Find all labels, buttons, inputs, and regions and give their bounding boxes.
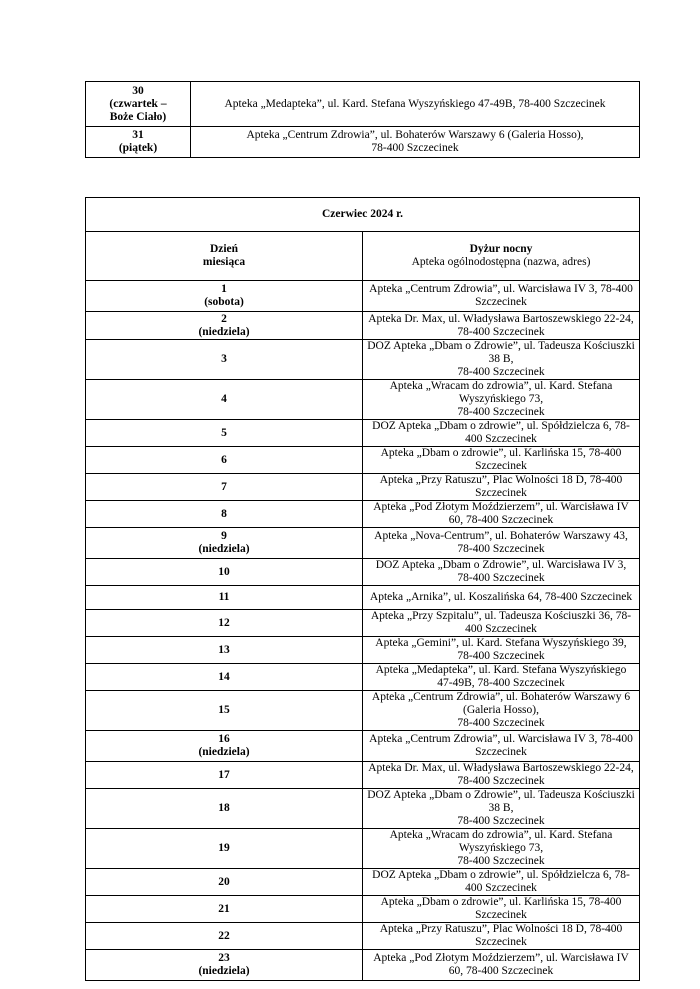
day-cell bbox=[86, 380, 363, 420]
day-number: 15 bbox=[218, 704, 230, 716]
table-row bbox=[86, 380, 640, 420]
pharmacy-cell bbox=[363, 691, 640, 731]
pharmacy-line: Apteka „Medapteka”, ul. Kard. Stefana Wyszyńskiego 47-49B, 78-400 Szczecinek bbox=[375, 664, 627, 689]
pharmacy-line: 78-400 Szczecinek bbox=[457, 366, 545, 378]
day-note: (niedziela) bbox=[198, 325, 250, 338]
pharmacy-line: DOZ Apteka „Dbam o Zdrowie”, ul. Tadeusza Kościuszki 38 B, bbox=[367, 789, 635, 814]
day-number: 14 bbox=[218, 670, 230, 683]
pharmacy-cell bbox=[363, 762, 640, 789]
pharmacy-cell bbox=[363, 447, 640, 474]
june-duty-table bbox=[85, 197, 640, 981]
pharmacy-cell bbox=[363, 664, 640, 691]
table-row bbox=[86, 829, 640, 869]
table-row bbox=[86, 312, 640, 340]
pharmacy-cell bbox=[363, 340, 640, 380]
table-row bbox=[86, 340, 640, 380]
day-number: 1 bbox=[221, 283, 227, 295]
pharmacy-cell bbox=[363, 789, 640, 829]
pharmacy-cell bbox=[363, 474, 640, 501]
day-cell bbox=[86, 762, 363, 789]
day-cell bbox=[86, 896, 363, 923]
day-cell bbox=[86, 559, 363, 586]
pharmacy-line: Apteka „Pod Złotym Moździerzem”, ul. Warcisława IV 60, 78-400 Szczecinek bbox=[373, 501, 629, 526]
day-cell bbox=[86, 586, 363, 610]
day-cell bbox=[86, 789, 363, 829]
pharmacy-cell bbox=[363, 637, 640, 664]
pharmacy-line: Apteka „Przy Ratuszu”, Plac Wolności 18 D, 78-400 Szczecinek bbox=[379, 923, 623, 948]
day-cell bbox=[86, 664, 363, 691]
pharmacy-cell bbox=[191, 82, 640, 127]
day-number: 20 bbox=[218, 875, 230, 888]
pharmacy-line: 78-400 Szczecinek bbox=[457, 855, 545, 867]
table-row bbox=[86, 762, 640, 789]
day-note: (sobota) bbox=[204, 296, 244, 308]
pharmacy-cell bbox=[363, 869, 640, 896]
day-note: (czwartek – bbox=[109, 97, 167, 110]
pharmacy-line: Apteka „Dbam o zdrowie”, ul. Karlińska 15, 78-400 Szczecinek bbox=[380, 896, 622, 921]
pharmacy-line: Apteka „Gemini”, ul. Kard. Stefana Wyszyńskiego 39, 78-400 Szczecinek bbox=[375, 637, 627, 662]
day-number: 10 bbox=[218, 565, 230, 578]
pharmacy-line: DOZ Apteka „Dbam o zdrowie”, ul. Spółdzielcza 6, 78-400 Szczecinek bbox=[372, 869, 630, 894]
pharmacy-line: Apteka „Dbam o zdrowie”, ul. Karlińska 15, 78-400 Szczecinek bbox=[380, 447, 622, 472]
day-cell bbox=[86, 340, 363, 380]
pharmacy-line: Apteka „Centrum Zdrowia”, ul. Warcisława IV 3, 78-400 Szczecinek bbox=[369, 733, 633, 758]
pharmacy-line: Apteka „Centrum Zdrowia”, ul. Bohaterów Warszawy 6 (Galeria Hosso), bbox=[371, 691, 631, 716]
day-number: 7 bbox=[221, 480, 227, 493]
day-cell bbox=[86, 281, 363, 312]
table-row bbox=[86, 420, 640, 447]
pharmacy-cell bbox=[363, 731, 640, 762]
pharmacy-cell bbox=[363, 559, 640, 586]
day-number: 19 bbox=[218, 842, 230, 854]
day-note: (niedziela) bbox=[198, 746, 250, 758]
pharmacy-cell bbox=[363, 829, 640, 869]
header-title: Dyżur nocny bbox=[469, 243, 533, 255]
day-number: 17 bbox=[218, 768, 230, 781]
table-row bbox=[86, 501, 640, 528]
table-row bbox=[86, 896, 640, 923]
day-note: (niedziela) bbox=[198, 965, 250, 977]
day-number: 22 bbox=[218, 929, 230, 942]
day-cell bbox=[86, 923, 363, 950]
day-cell bbox=[86, 950, 363, 981]
day-cell bbox=[86, 691, 363, 731]
day-number: 30 bbox=[132, 84, 144, 97]
day-number: 5 bbox=[221, 426, 227, 439]
table-row bbox=[86, 586, 640, 610]
day-cell bbox=[86, 829, 363, 869]
pharmacy-line: Apteka „Przy Ratuszu”, Plac Wolności 18 D, 78-400 Szczecinek bbox=[379, 474, 623, 499]
day-cell bbox=[86, 127, 191, 158]
day-number: 18 bbox=[218, 802, 230, 814]
day-number: 6 bbox=[221, 453, 227, 466]
table-row bbox=[86, 731, 640, 762]
day-cell bbox=[86, 731, 363, 762]
day-number: 8 bbox=[221, 507, 227, 520]
pharmacy-cell bbox=[363, 610, 640, 637]
pharmacy-cell bbox=[363, 528, 640, 559]
day-note: (niedziela) bbox=[198, 543, 250, 555]
table-row bbox=[86, 474, 640, 501]
table-row bbox=[86, 559, 640, 586]
day-cell bbox=[86, 610, 363, 637]
table-row bbox=[86, 82, 640, 127]
table-row bbox=[86, 528, 640, 559]
pharmacy-line: 78-400 Szczecinek bbox=[457, 815, 545, 827]
pharmacy-cell bbox=[363, 501, 640, 528]
pharmacy-line: DOZ Apteka „Dbam o Zdrowie”, ul. Tadeusza Kościuszki 38 B, bbox=[367, 340, 635, 365]
june-rows bbox=[86, 281, 640, 981]
pharmacy-line: Apteka „Wracam do zdrowia”, ul. Kard. Stefana Wyszyńskiego 73, bbox=[389, 829, 613, 854]
day-number: 16 bbox=[218, 733, 230, 745]
pharmacy-line: DOZ Apteka „Dbam o Zdrowie”, ul. Warcisława IV 3, 78-400 Szczecinek bbox=[375, 559, 627, 584]
day-note: (piątek) bbox=[118, 142, 158, 154]
pharmacy-cell bbox=[363, 312, 640, 340]
day-number: 11 bbox=[218, 591, 230, 603]
day-number: 3 bbox=[221, 353, 227, 365]
day-cell bbox=[86, 474, 363, 501]
pharmacy-line: Apteka Dr. Max, ul. Władysława Bartoszewskiego 22-24, 78-400 Szczecinek bbox=[368, 312, 634, 338]
day-number: 2 bbox=[221, 312, 227, 325]
day-cell bbox=[86, 501, 363, 528]
day-number: 23 bbox=[218, 952, 230, 964]
pharmacy-cell bbox=[363, 586, 640, 610]
day-cell bbox=[86, 528, 363, 559]
header-row bbox=[86, 232, 640, 281]
day-number: 4 bbox=[221, 393, 227, 405]
day-cell bbox=[86, 447, 363, 474]
pharmacy-line: 78-400 Szczecinek bbox=[371, 142, 459, 154]
day-number: 12 bbox=[218, 616, 230, 629]
day-cell bbox=[86, 312, 363, 340]
table-row bbox=[86, 950, 640, 981]
pharmacy-line: DOZ Apteka „Dbam o zdrowie”, ul. Spółdzielcza 6, 78-400 Szczecinek bbox=[372, 420, 630, 445]
table-row bbox=[86, 281, 640, 312]
pharmacy-line: Apteka „Centrum Zdrowia”, ul. Bohaterów Warszawy 6 (Galeria Hosso), bbox=[246, 129, 584, 141]
day-number: 31 bbox=[132, 129, 144, 141]
day-number: 9 bbox=[221, 530, 227, 542]
pharmacy-cell bbox=[191, 127, 640, 158]
pharmacy-cell bbox=[363, 380, 640, 420]
day-number: 21 bbox=[218, 902, 230, 915]
table-row bbox=[86, 664, 640, 691]
column-header-pharmacy bbox=[363, 232, 640, 281]
may-continuation-table bbox=[85, 81, 640, 158]
pharmacy-cell bbox=[363, 950, 640, 981]
day-cell bbox=[86, 869, 363, 896]
day-cell bbox=[86, 420, 363, 447]
pharmacy-cell bbox=[363, 420, 640, 447]
table-row bbox=[86, 637, 640, 664]
pharmacy-line: Apteka „Arnika”, ul. Koszalińska 64, 78-400 Szczecinek bbox=[369, 591, 633, 603]
table-row bbox=[86, 127, 640, 158]
pharmacy-line: Apteka „Nova-Centrum”, ul. Bohaterów Warszawy 43, 78-400 Szczecinek bbox=[374, 530, 628, 555]
title-row bbox=[86, 198, 640, 232]
table-row bbox=[86, 691, 640, 731]
pharmacy-line: Apteka Dr. Max, ul. Władysława Bartoszewskiego 22-24, 78-400 Szczecinek bbox=[368, 762, 634, 787]
pharmacy-line: Apteka „Wracam do zdrowia”, ul. Kard. Stefana Wyszyńskiego 73, bbox=[389, 380, 613, 405]
pharmacy-line: Apteka „Centrum Zdrowia”, ul. Warcisława IV 3, 78-400 Szczecinek bbox=[369, 283, 633, 308]
table-row bbox=[86, 869, 640, 896]
day-number: 13 bbox=[218, 643, 230, 656]
pharmacy-line: Apteka „Przy Szpitalu”, ul. Tadeusza Kościuszki 36, 78-400 Szczecinek bbox=[370, 610, 632, 635]
month-title: Czerwiec 2024 r. bbox=[86, 198, 640, 232]
pharmacy-cell bbox=[363, 281, 640, 312]
table-row bbox=[86, 447, 640, 474]
table-row bbox=[86, 610, 640, 637]
table-row bbox=[86, 789, 640, 829]
table-row bbox=[86, 923, 640, 950]
pharmacy-line: 78-400 Szczecinek bbox=[457, 406, 545, 418]
pharmacy-line: 78-400 Szczecinek bbox=[457, 717, 545, 729]
day-cell bbox=[86, 637, 363, 664]
pharmacy-cell bbox=[363, 923, 640, 950]
column-header-day: Dzień miesiąca bbox=[86, 232, 363, 281]
pharmacy-line: Apteka „Pod Złotym Moździerzem”, ul. Warcisława IV 60, 78-400 Szczecinek bbox=[373, 952, 629, 977]
day-note: Boże Ciało) bbox=[109, 110, 167, 123]
day-cell bbox=[86, 82, 191, 127]
header-subtitle: Apteka ogólnodostępna (nazwa, adres) bbox=[411, 256, 591, 268]
pharmacy-line: Apteka „Medapteka”, ul. Kard. Stefana Wyszyńskiego 47-49B, 78-400 Szczecinek bbox=[224, 97, 606, 110]
pharmacy-cell bbox=[363, 896, 640, 923]
